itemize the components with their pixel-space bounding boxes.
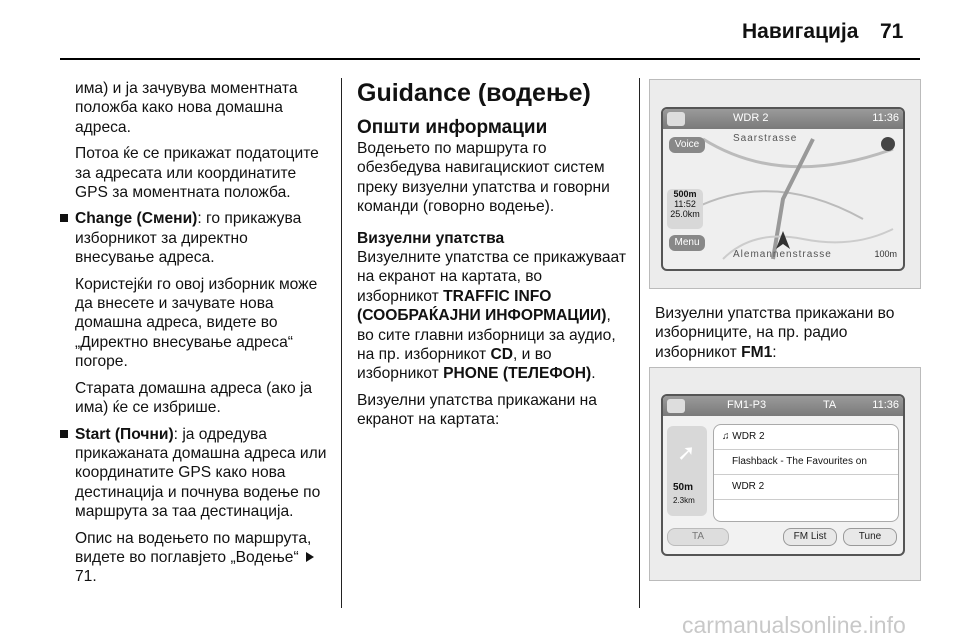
turn-panel [667, 426, 707, 516]
bullet-start-text: : ја одредува прикажаната домашна адреса или координатите GPS како нова дестинација и почнува водење по маршрута за таа дестинација. [75, 425, 327, 521]
paragraph-3: Користејќи го овој изборник може да внесете и зачувате нова домашна адреса, видете во „Директно внесување адреса“ погоре. [75, 275, 318, 371]
menu-button[interactable]: Menu [669, 235, 705, 251]
radio-screen-figure [649, 367, 921, 581]
bullet-change-text: : го прикажува изборникот за директно внесување адреса. [75, 210, 302, 267]
map-screen-figure [649, 79, 921, 289]
subheading: Општи информации [357, 117, 548, 138]
radio-time: 11:36 [872, 399, 899, 411]
page-reference-icon [306, 552, 314, 562]
fm-list-button[interactable]: FM List [783, 528, 837, 546]
bullet-start [60, 425, 328, 522]
station-item-2[interactable] [714, 450, 898, 475]
station-item-3[interactable] [714, 475, 898, 500]
station-item-1[interactable] [714, 425, 898, 450]
turn-arrow-icon: ➚ [677, 440, 696, 465]
turn-time: 11:52 [674, 199, 696, 209]
compass-icon [881, 137, 895, 151]
right-column-caption [655, 304, 917, 369]
turn-distance: 500m [673, 189, 697, 199]
phone-term: PHONE (ТЕЛЕФОН) [443, 365, 592, 383]
bullet-start-term: Start (Почни) [75, 425, 174, 443]
visual-guidance-paragraph [357, 248, 627, 384]
traffic-info-term: TRAFFIC INFO (СООБРАЌАЈНИ ИНФОРМАЦИИ) [357, 287, 607, 325]
turn-panel [667, 189, 703, 229]
bullet-square-icon [60, 430, 68, 438]
page-number: 71 [880, 20, 904, 43]
text-span: . [591, 365, 596, 383]
page-reference: 71. [75, 568, 97, 586]
map-screen-paragraph: Визуелни упатства прикажани на екранот на картата: [357, 391, 597, 429]
station-list [713, 424, 899, 522]
column-divider-2 [639, 78, 640, 608]
text-span: : [772, 343, 777, 361]
station-item-label: WDR 2 [732, 481, 765, 492]
radio-ta-indicator: TA [823, 399, 837, 411]
cd-term: CD [490, 346, 514, 364]
map-street-top: Saarstrasse [733, 133, 798, 144]
voice-button[interactable]: Voice [669, 137, 705, 153]
bullet-change [60, 209, 328, 267]
map-station: WDR 2 [733, 112, 769, 124]
paragraph-5-text: Опис на водењето по маршрута, видете во поглавјето „Водење“ [75, 529, 312, 566]
fm1-term: FM1 [741, 343, 773, 361]
map-screen [661, 107, 905, 271]
section-title: Визуелни упатства [357, 229, 505, 247]
radio-top-bar [663, 396, 903, 416]
radio-band: FM1-P3 [727, 399, 767, 411]
ta-button[interactable]: TA [667, 528, 729, 546]
station-item-label: WDR 2 [732, 431, 765, 442]
column-divider-1 [341, 78, 342, 608]
tune-button[interactable]: Tune [843, 528, 897, 546]
page-title: Навигација [742, 20, 859, 43]
header-rule [60, 58, 920, 60]
text-span: Визуелните упатства се прикажуваат на екранот на картата, во изборникот [357, 249, 626, 305]
home-icon [667, 399, 685, 413]
left-column [60, 79, 328, 594]
station-item-label: Flashback - The Favourites on [732, 456, 867, 467]
watermark: carmanualsonline.info [682, 612, 906, 638]
map-time: 11:36 [872, 112, 899, 124]
text-span: , и во изборникот [357, 346, 552, 383]
middle-column [357, 79, 627, 437]
map-street-bottom: Alemannenstrasse [733, 249, 832, 260]
section-heading: Guidance (водење) [357, 79, 591, 107]
paragraph-2: Потоа ќе се прикажат податоците за адресата или координатите GPS за моментната положба. [75, 145, 319, 202]
bullet-change-term: Change (Смени) [75, 210, 198, 228]
text-span: Визуелни упатства прикажани во изборниците, на пр. радио изборникот [655, 305, 895, 361]
radio-screen [661, 394, 905, 556]
turn-total: 25.0km [670, 209, 700, 219]
bullet-square-icon [60, 214, 68, 222]
intro-paragraph: Водењето по маршрута го обезбедува навигацискиот систем преку визуелни упатства и говорни команди (говорно водење). [357, 140, 610, 216]
text-span: , во сите главни изборници за аудио, на пр. изборникот [357, 307, 616, 364]
paragraph-1: има) и ја зачувува моментната положба како нова домашна адреса. [75, 80, 298, 136]
paragraph-4: Старата домашна адреса (ако ја има) ќе се избрише. [75, 379, 313, 417]
radio-caption [655, 304, 917, 362]
turn-sub-distance: 2.3km [673, 496, 695, 505]
map-scale: 100m [874, 249, 897, 259]
paragraph-5 [60, 529, 328, 587]
turn-distance: 50m [673, 482, 694, 493]
music-note-icon: ♫ [722, 431, 730, 442]
